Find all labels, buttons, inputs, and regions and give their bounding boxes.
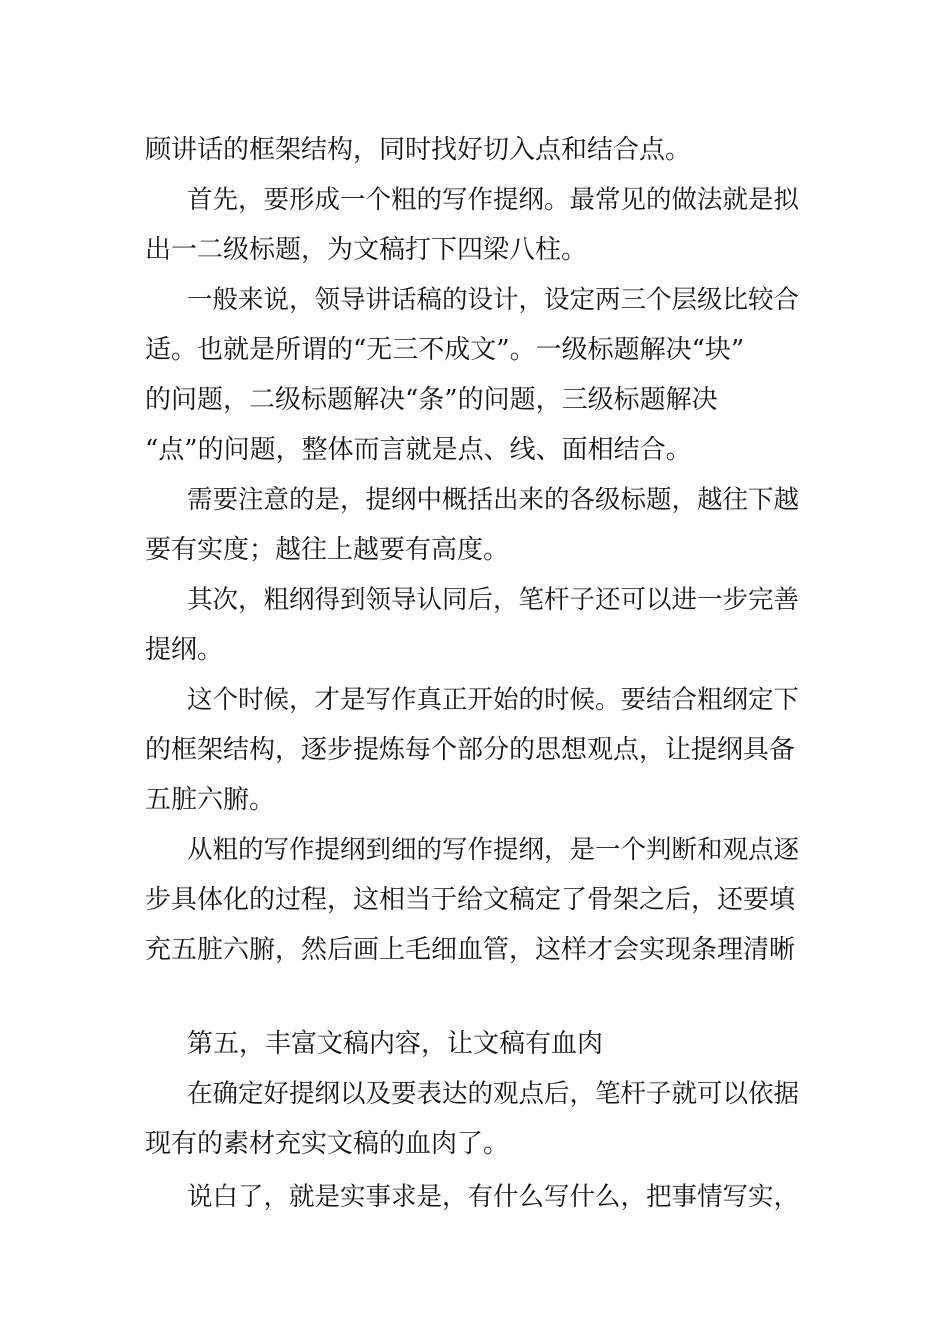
text-line: 出一二级标题，为文稿打下四梁八柱。 (145, 235, 588, 265)
text-line: 现有的素材充实文稿的血肉了。 (145, 1129, 510, 1159)
text-line: 需要注意的是，提纲中概括出来的各级标题，越往下越 (187, 485, 800, 515)
text-line: 顾讲话的框架结构，同时找好切入点和结合点。 (145, 135, 692, 165)
text-line: “点”的问题，整体而言就是点、线、面相结合。 (145, 435, 692, 465)
text-line: 的框架结构，逐步提炼每个部分的思想观点，让提纲具备 (145, 735, 796, 765)
text-line: 五脏六腑。 (145, 785, 276, 815)
text-line: 适。也就是所谓的“无三不成文”。一级标题解决“块” (145, 335, 745, 365)
text-line: 步具体化的过程，这相当于给文稿定了骨架之后，还要填 (145, 885, 796, 915)
text-line: 一般来说，领导讲话稿的设计，设定两三个层级比较合 (187, 285, 800, 315)
section-heading: 第五，丰富文稿内容，让文稿有血肉 (187, 1029, 604, 1059)
text-line: 这个时候，才是写作真正开始的时候。要结合粗纲定下 (187, 685, 800, 715)
text-line: 在确定好提纲以及要表达的观点后，笔杆子就可以依据 (187, 1079, 800, 1109)
text-line: 首先，要形成一个粗的写作提纲。最常见的做法就是拟 (187, 185, 800, 215)
text-line: 说白了，就是实事求是，有什么写什么，把事情写实， (187, 1182, 800, 1212)
text-line: 其次，粗纲得到领导认同后，笔杆子还可以进一步完善 (187, 585, 800, 615)
text-line: 从粗的写作提纲到细的写作提纲，是一个判断和观点逐 (187, 835, 800, 865)
text-line: 要有实度；越往上越要有高度。 (145, 535, 510, 565)
text-line-justified: 的问题，二级标题解决“条”的问题，三级标题解决 (145, 385, 718, 415)
text-line: 充五脏六腑，然后画上毛细血管，这样才会实现条理清晰 (145, 935, 796, 965)
text-line: 提纲。 (145, 635, 224, 665)
